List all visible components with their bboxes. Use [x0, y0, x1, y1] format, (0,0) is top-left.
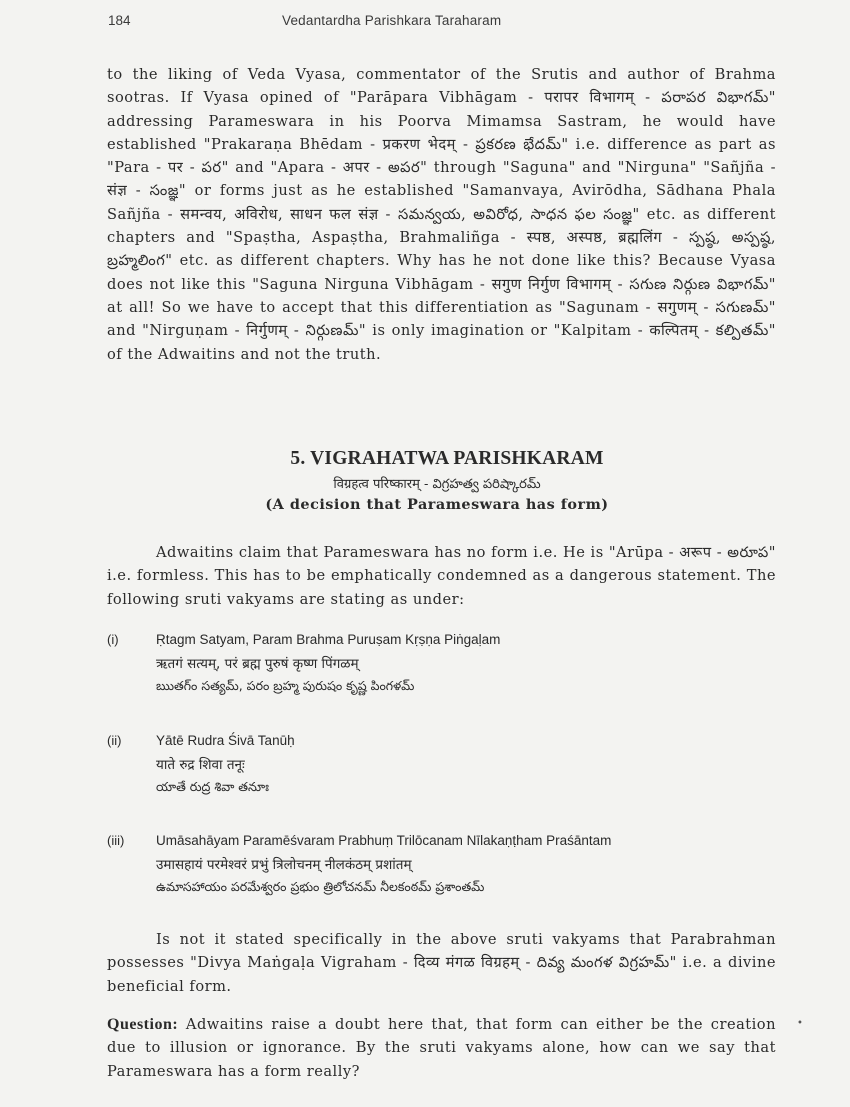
margin-mark: •: [797, 1018, 803, 1029]
section-title: 5. VIGRAHATWA PARISHKARAM: [290, 448, 604, 469]
question-text: Adwaitins raise a doubt here that, that form can either be the creation due to illusion or ignorance. By the sruti vakyams alone, how can we say that Parameswara has a form really?: [107, 1016, 776, 1080]
verse-number: (iii): [107, 833, 125, 848]
running-title: Vedantardha Parishkara Taraharam: [282, 13, 502, 28]
question-label: Question:: [107, 1016, 179, 1033]
verse-transliteration: Umāsahāyam Paramēśvaram Prabhuṃ Trilōcanam Nīlakaṇṭham Praśāntam: [156, 833, 612, 848]
verse-sanskrit: याते रुद्र शिवा तनूः: [156, 757, 245, 773]
verse-number: (i): [107, 632, 119, 647]
page-number: 184: [108, 13, 131, 28]
page-header: [0, 13, 850, 35]
paragraph-1: to the liking of Veda Vyasa, commentator of the Srutis and author of Brahma sootras. If Vyasa opined of "Parāpara Vibhāgam - परापर विभागम् - పరాపర విభాగమ్" addressing Parameswara in his Poorva Mimamsa Sastram, he would have established "Prakaraṇa Bhēdam - प्रकरण भेदम् - ప్రకరణ భేదమ్" i.e. difference as part as "Para - पर - పర" and "Apara - अपर - అపర" through "Saguna" and "Nirguna" "Sañjña - संज्ञ - సంజ్ఞ" or forms just as he established "Samanvaya, Avirōdha, Sādhana Phala Sañjña - समन्वय, अविरोध, साधन फल संज्ञ - సమన్వయ, అవిరోధ, సాధన ఫల సంజ్ఞ" etc. as different chapters and "Spaṣtha, Aspaṣtha, Brahmaliñga - स्पष्ठ, अस्पष्ठ, ब्रह्मलिंग - స్పష్ఠ, అస్పష్ఠ, బ్రహ్మలింగ" etc. as different chapters. Why has he not done like this? Because Vyasa does not like this "Saguna Nirguna Vibhāgam - सगुण निर्गुण विभागम् - సగుణ నిర్గుణ విభాగమ్" at all! So we have to accept that this differentiation as "Sagunam - सगुणम् - సగుణమ్" and "Nirguṇam - निर्गुणम् - నిర్గుణమ్" is only imagination or "Kalpitam - कल्पितम् - కల్పితమ్" of the Adwaitins and not the truth.: [107, 66, 776, 363]
section-subtitle-scripts: विग्रहत्व परिष्कारम् - విగ్రహత్వ పరిష్కారమ్: [333, 477, 541, 492]
verse-telugu: ఉమాసహాయం పరమేశ్వరం ప్రభుం త్రిలోచనమ్ నీలకంఠమ్ ప్రశాంతమ్: [156, 879, 485, 894]
verse-transliteration: Yātē Rudra Śivā Tanūḥ: [156, 733, 295, 748]
paragraph-3: Is not it stated specifically in the above sruti vakyams that Parabrahman possesses "Divya Maṅgaḷa Vigraham - दिव्य मंगळ विग्रहम् - దివ్య మంగళ విగ్రహమ్" i.e. a divine beneficial form.: [107, 931, 776, 995]
section-subtitle: (A decision that Parameswara has form): [265, 496, 609, 513]
verse-sanskrit: उमासहायं परमेश्वरं प्रभुं त्रिलोचनम् नीलकंठम् प्रशांतम्: [156, 857, 412, 873]
verse-sanskrit: ऋतगं सत्यम्, परं ब्रह्म पुरुषं कृष्ण पिंगळम्: [156, 656, 359, 672]
verse-telugu: ఋతగ్ం సత్యమ్, పరం బ్రహ్మ పురుషం కృష్ణ పింగళమ్: [156, 678, 415, 693]
paragraph-2: Adwaitins claim that Parameswara has no form i.e. He is "Arūpa - अरूप - అరూప" i.e. formless. This has to be emphatically condemned as a dangerous statement. The following sruti vakyams are stating as under:: [107, 544, 776, 608]
verse-number: (ii): [107, 733, 122, 748]
question-paragraph: [107, 1013, 776, 1083]
verse-transliteration: Ṛtagm Satyam, Param Brahma Puruṣam Kṛṣṇa Piṅgaḷam: [156, 632, 501, 647]
verse-telugu: యాతే రుద్ర శివా తనూః: [156, 779, 269, 794]
